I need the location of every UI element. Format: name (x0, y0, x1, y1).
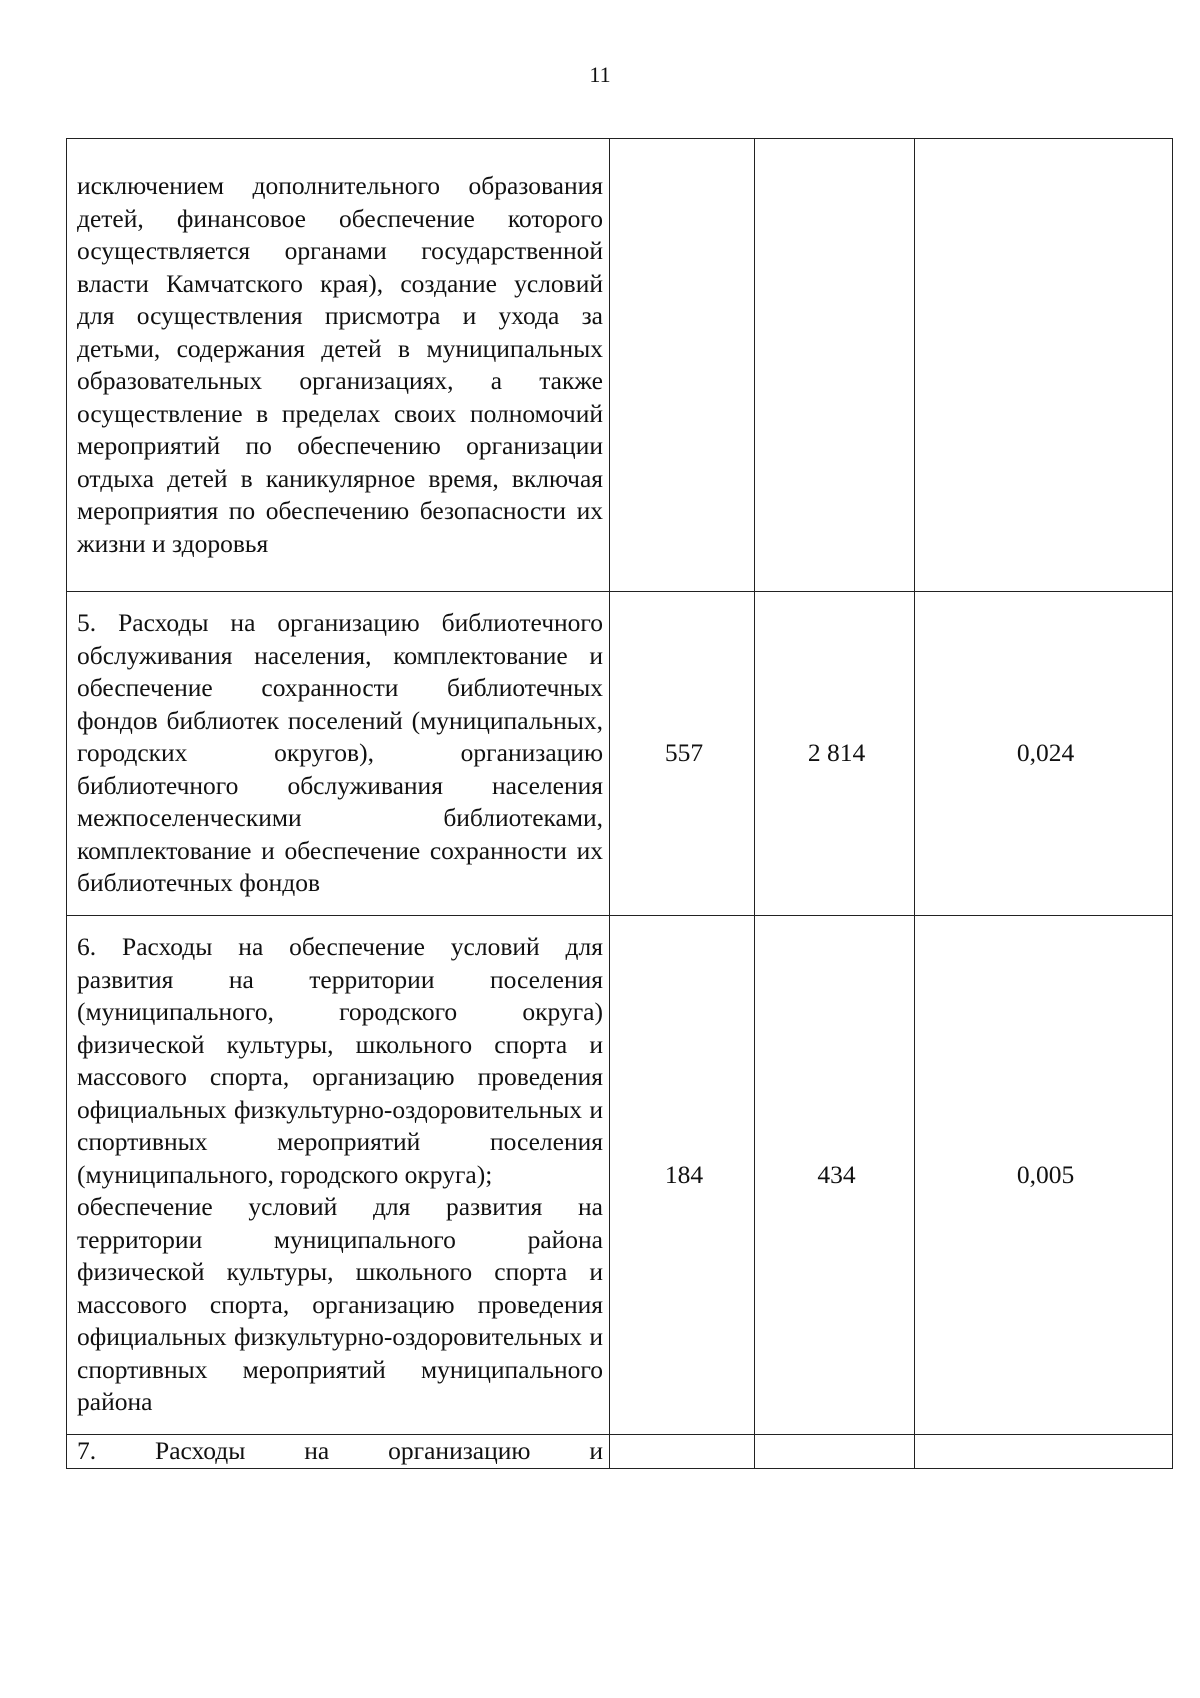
row-value-col2 (610, 139, 755, 592)
table-row (67, 1435, 1173, 1469)
row-description-part1: 6. Расходы на обеспечение условий для развития на территории поселения (муниципального, городского округа) физической культуры, школьного спорта и массового спорта, организацию проведения официальных физкультурно-оздоровительных и спортивных мероприятий поселения (муниципального, городского округа); (77, 932, 603, 1189)
row-value-col2: 184 (610, 916, 755, 1435)
row-value-col2 (610, 1435, 755, 1469)
row-description: 5. Расходы на организацию библиотечного обслуживания населения, комплектование и обеспечение сохранности библиотечных фондов библиотек поселений (муниципальных, городских округов), организацию библиотечного обслуживания населения межпоселенческими библиотеками, комплектование и обеспечение сохранности их библиотечных фондов (67, 592, 610, 916)
row-value-col4 (915, 139, 1173, 592)
row-value-col4 (915, 1435, 1173, 1469)
row-description: 7. Расходы на организацию и (67, 1435, 610, 1469)
row-value-col2: 557 (610, 592, 755, 916)
row-value-col3: 2 814 (755, 592, 915, 916)
row-description-part2: обеспечение условий для развития на территории муниципального района физической культуры, школьного спорта и массового спорта, организацию проведения официальных физкультурно-оздоровительных и спортивных мероприятий муниципального района (77, 1192, 603, 1417)
row-description: исключением дополнительного образования детей, финансовое обеспечение которого осуществляется органами государственной власти Камчатского края), создание условий для осуществления присмотра и ухода за детьми, содержания детей в муниципальных образовательных организациях, а также осуществление в пределах своих полномочий мероприятий по обеспечению организации отдыха детей в каникулярное время, включая мероприятия по обеспечению безопасности их жизни и здоровья (67, 139, 610, 592)
row-value-col4: 0,024 (915, 592, 1173, 916)
table-row (67, 139, 1173, 592)
row-value-col3: 434 (755, 916, 915, 1435)
table-row (67, 592, 1173, 916)
row-description (67, 916, 610, 1435)
table-row (67, 916, 1173, 1435)
row-value-col3 (755, 139, 915, 592)
row-value-col3 (755, 1435, 915, 1469)
page-number: 11 (589, 62, 611, 87)
row-value-col4: 0,005 (915, 916, 1173, 1435)
expenditure-table (66, 138, 1173, 1469)
